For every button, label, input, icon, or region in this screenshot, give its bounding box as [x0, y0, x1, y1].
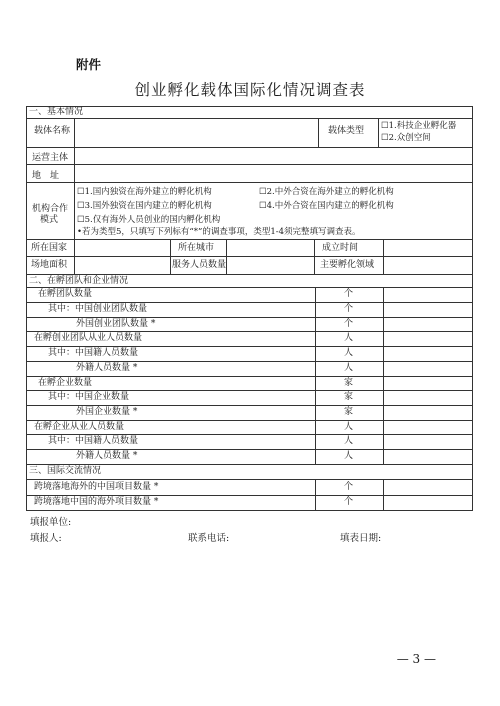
date-label: 填表日期:: [340, 533, 382, 544]
row-company-foreign-staff: 外籍人员数量 *: [76, 451, 138, 461]
coop-mode-label-1: 机构合作: [32, 204, 69, 214]
unit-company-foreign-staff: 人: [344, 451, 354, 461]
row-cn-projects-abroad: 跨境落地海外的中国项目数量 *: [34, 482, 159, 492]
carrier-type-label: 载体类型: [328, 126, 365, 136]
unit-cn-projects-abroad: 个: [344, 482, 354, 492]
unit-team-count: 个: [344, 289, 354, 299]
unit-foreign-team: 个: [344, 319, 354, 329]
section1-heading: 一、基本情况: [29, 107, 84, 117]
main-field-label: 主要孵化领域: [320, 260, 375, 270]
type-option-incubator[interactable]: ☐1.科技企业孵化器: [381, 121, 457, 131]
coop-option-5[interactable]: ☐5.仅有海外人员创业的国内孵化机构: [77, 215, 221, 225]
section2-heading: 二、在孵团队和企业情况: [29, 276, 129, 286]
row-company-cn-staff: 其中：中国籍人员数量: [48, 436, 139, 446]
row-foreign-team: 外国创业团队数量 *: [76, 319, 156, 329]
staff-count-label: 服务人员数量: [172, 260, 227, 270]
unit-foreign-projects-cn: 个: [344, 497, 354, 507]
coop-option-2[interactable]: ☐2.中外合资在海外建立的孵化机构: [259, 187, 394, 197]
row-cn-team: 其中：中国创业团队数量: [48, 304, 148, 314]
carrier-name-label: 载体名称: [34, 126, 71, 136]
unit-company-staff: 人: [344, 422, 354, 432]
attachment-label: 附件: [76, 57, 102, 72]
country-label: 所在国家: [31, 243, 68, 253]
operator-label: 运营主体: [32, 153, 69, 163]
row-foreign-company: 外国企业数量 *: [76, 407, 138, 417]
row-team-foreign-staff: 外籍人员数量 *: [76, 363, 138, 373]
phone-label: 联系电话:: [188, 533, 230, 544]
filler-label: 填报人:: [30, 533, 62, 544]
page-title: 创业孵化载体国际化情况调查表: [134, 81, 366, 99]
row-team-count: 在孵团队数量: [38, 289, 93, 299]
coop-mode-label-2: 模式: [40, 215, 59, 225]
unit-team-staff: 人: [344, 333, 354, 343]
address-label: 地 址: [32, 171, 60, 181]
survey-table: [26, 106, 473, 511]
row-cn-company: 其中：中国企业数量: [48, 392, 130, 402]
section3-heading: 三、国际交流情况: [29, 466, 102, 476]
unit-cn-team: 个: [344, 304, 354, 314]
row-team-staff: 在孵创业团队从业人员数量: [34, 333, 143, 343]
unit-foreign-company: 家: [344, 407, 354, 417]
coop-option-1[interactable]: ☐1.国内独资在海外建立的孵化机构: [77, 187, 212, 197]
unit-cn-company: 家: [344, 392, 354, 402]
row-team-cn-staff: 其中：中国籍人员数量: [48, 348, 139, 358]
coop-option-3[interactable]: ☐3.国外独资在国内建立的孵化机构: [77, 201, 212, 211]
fill-unit-label: 填报单位:: [30, 517, 72, 528]
area-label: 场地面积: [31, 260, 68, 270]
founded-label: 成立时间: [322, 243, 359, 253]
row-company-count: 在孵企业数量: [38, 378, 93, 388]
unit-team-cn-staff: 人: [344, 348, 354, 358]
type-option-maker-space[interactable]: ☐2.众创空间: [381, 133, 431, 143]
page-number: — 3 —: [396, 652, 436, 666]
unit-company-cn-staff: 人: [344, 436, 354, 446]
coop-option-4[interactable]: ☐4.中外合资在国内建立的孵化机构: [259, 201, 394, 211]
city-label: 所在城市: [178, 243, 215, 253]
row-company-staff: 在孵企业从业人员数量: [34, 422, 125, 432]
coop-note: •若为类型5，只填写下列标有“*”的调查事项，类型1-4须完整填写调查表。: [77, 227, 361, 237]
unit-company-count: 家: [344, 378, 354, 388]
row-foreign-projects-cn: 跨境落地中国的海外项目数量 *: [34, 497, 159, 507]
unit-team-foreign-staff: 人: [344, 363, 354, 373]
